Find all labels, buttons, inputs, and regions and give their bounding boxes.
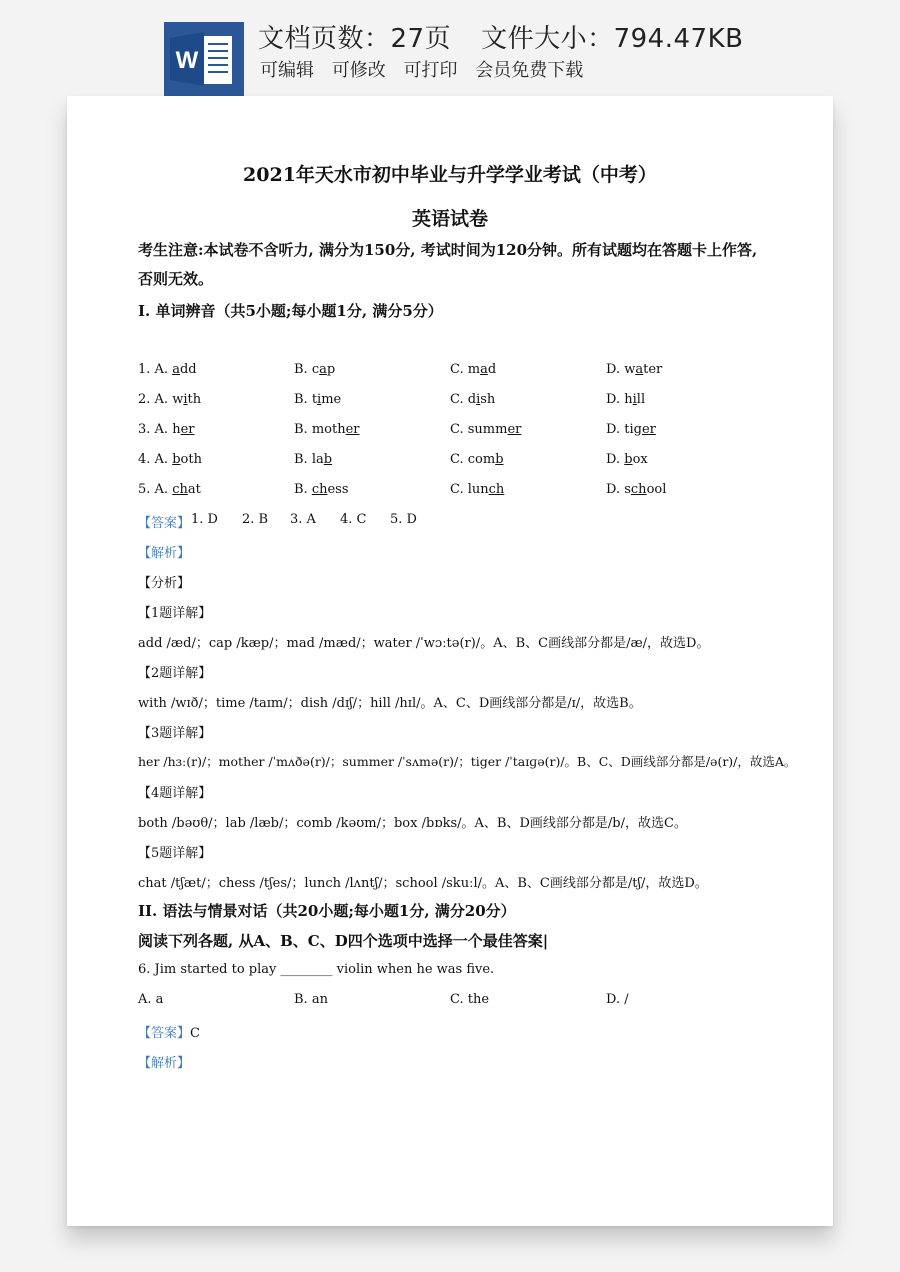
option-d: D. water <box>606 362 663 377</box>
option-b: B. lab <box>294 452 333 467</box>
answer-1: 1. D <box>191 512 218 527</box>
option-a: 1. A. add <box>138 362 197 377</box>
option-b: B. time <box>294 392 342 407</box>
feature-modifiable: 可修改 <box>331 60 386 81</box>
q6-answer-line <box>138 1022 200 1041</box>
q6-option-c: C. the <box>450 992 490 1007</box>
detail-5-label: 【5题详解】 <box>138 846 212 861</box>
q6-analysis-label: 【解析】 <box>138 1056 191 1071</box>
document-info-header <box>0 0 900 96</box>
section-2-instructions: 阅读下列各题, 从A、B、C、D四个选项中选择一个最佳答案| <box>138 932 549 950</box>
answer-3: 3. A <box>290 512 316 527</box>
fenxi-label: 【分析】 <box>138 576 191 591</box>
option-a: 3. A. her <box>138 422 195 437</box>
option-c: C. mad <box>450 362 497 377</box>
question-row-3 <box>138 422 778 442</box>
question-row-2 <box>138 392 778 412</box>
feature-printable: 可打印 <box>403 60 458 81</box>
option-c: C. dish <box>450 392 496 407</box>
q6-answer-label: 【答案】 <box>138 1026 191 1041</box>
option-a: 2. A. with <box>138 392 202 407</box>
answer-2: 2. B <box>242 512 269 527</box>
answer-5: 5. D <box>390 512 417 527</box>
q6-answer-value: C <box>190 1026 200 1041</box>
detail-2-label: 【2题详解】 <box>138 666 212 681</box>
answer-label: 【答案】 <box>138 516 191 531</box>
option-a: 4. A. both <box>138 452 202 467</box>
feature-free-download: 会员免费下载 <box>475 60 584 81</box>
exam-subtitle: 英语试卷 <box>411 208 488 230</box>
option-d: D. school <box>606 482 667 497</box>
question-6-stem: 6. Jim started to play ________ violin when he was five. <box>138 962 495 977</box>
question-row-4 <box>138 452 778 472</box>
option-a: 5. A. chat <box>138 482 201 497</box>
feature-editable: 可编辑 <box>260 60 314 81</box>
question-row-1 <box>138 362 778 382</box>
exam-notice: 考生注意:本试卷不含听力, 满分为150分, 考试时间为120分钟。所有试题均在答题卡上作答, 否则无效。 <box>138 241 758 288</box>
option-b: B. mother <box>294 422 360 437</box>
option-c: C. comb <box>450 452 504 467</box>
page-count-label: 文档页数：27页 <box>258 24 452 54</box>
q6-option-a: A. a <box>138 992 164 1007</box>
option-c: C. lunch <box>450 482 505 497</box>
option-b: B. cap <box>294 362 336 377</box>
answer-line <box>138 512 778 532</box>
detail-4-text: both /bəʊθ/；lab /læb/；comb /kəʊm/；box /bɒks/。A、B、D画线部分都是/b/，故选C。 <box>138 816 687 831</box>
answer-4: 4. C <box>340 512 367 527</box>
detail-3-text: her /hɜː(r)/；mother /ˈmʌðə(r)/；summer /ˈsʌmə(r)/；tiger /ˈtaɪɡə(r)/。B、C、D画线部分都是/ə(r)/，故选A。 <box>138 754 797 769</box>
option-d: D. tiger <box>606 422 656 437</box>
option-d: D. hill <box>606 392 646 407</box>
word-document-icon <box>164 22 244 96</box>
exam-title: 2021年天水市初中毕业与升学学业考试（中考） <box>243 164 657 186</box>
feature-list <box>260 56 595 82</box>
detail-1-label: 【1题详解】 <box>138 606 212 621</box>
detail-1-text: add /æd/；cap /kæp/；mad /mæd/；water /ˈwɔːtə(r)/。A、B、C画线部分都是/æ/，故选D。 <box>138 636 710 651</box>
option-d: D. box <box>606 452 648 467</box>
question-6-options <box>138 992 778 1012</box>
detail-5-text: chat /tʃæt/；chess /tʃes/；lunch /lʌntʃ/；school /skuːl/。A、B、C画线部分都是/tʃ/，故选D。 <box>138 876 708 891</box>
document-page <box>67 96 833 1226</box>
section-2-heading: II. 语法与情景对话（共20小题;每小题1分, 满分20分） <box>138 902 516 920</box>
option-c: C. summer <box>450 422 522 437</box>
document-meta-title <box>258 18 743 55</box>
detail-4-label: 【4题详解】 <box>138 786 212 801</box>
analysis-label: 【解析】 <box>138 546 191 561</box>
file-size-label: 文件大小：794.47KB <box>481 24 744 54</box>
q6-option-d: D. / <box>606 992 629 1007</box>
section-1-heading: I. 单词辨音（共5小题;每小题1分, 满分5分） <box>138 302 443 320</box>
detail-2-text: with /wɪð/；time /taɪm/；dish /dɪʃ/；hill /hɪl/。A、C、D画线部分都是/ɪ/，故选B。 <box>138 696 642 711</box>
q6-option-b: B. an <box>294 992 328 1007</box>
detail-3-label: 【3题详解】 <box>138 726 212 741</box>
question-row-5 <box>138 482 778 502</box>
option-b: B. chess <box>294 482 349 497</box>
svg-text:W: W <box>175 47 199 74</box>
